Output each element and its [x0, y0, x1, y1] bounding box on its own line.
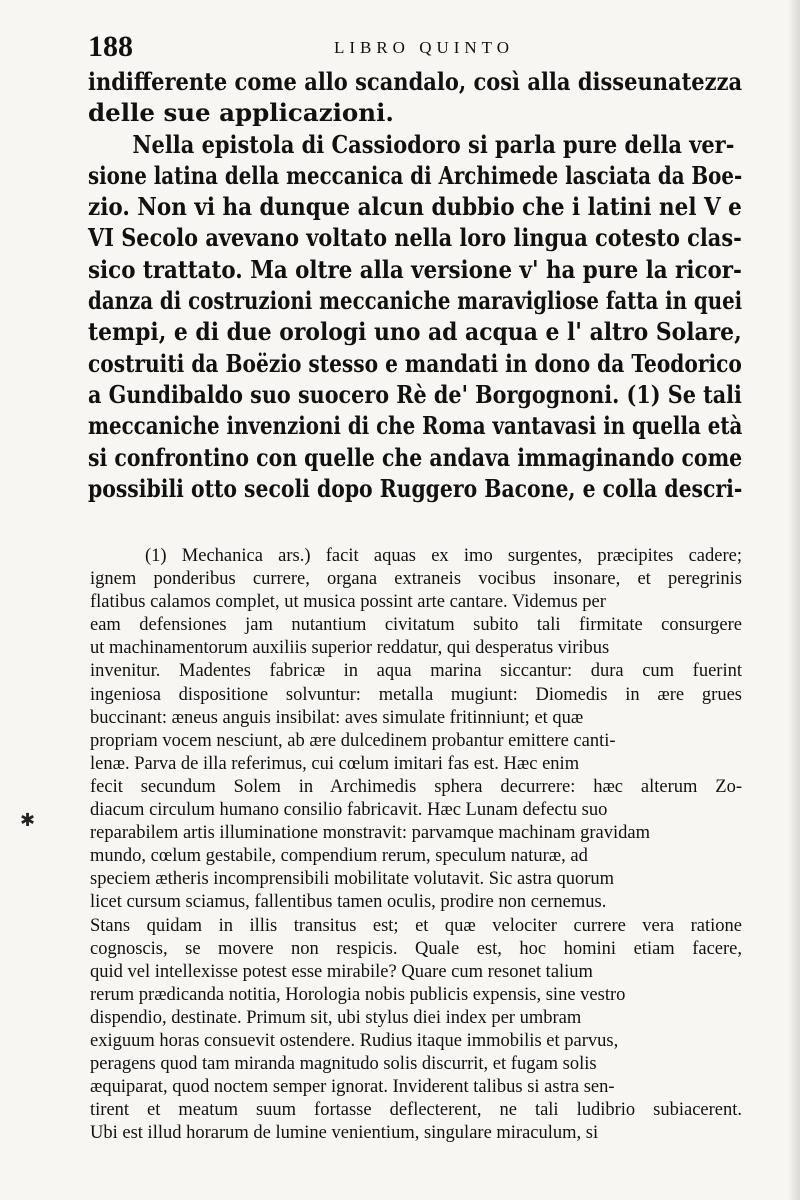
page-number: 188 [88, 30, 133, 63]
footnote-line: propriam vocem nesciunt, ab ære dulcedinem probantur emittere canti- [90, 730, 616, 751]
footnote [90, 545, 742, 1145]
footnote-line: ignem ponderibus currere, organa extraneis vocibus insonare, et peregrinis [90, 569, 742, 590]
main-text-line: danza di costruzioni meccaniche maravigliose fatta in quei [88, 286, 743, 316]
footnote-line: quid vel intellexisse potest esse mirabile? Quare cum resonet talium [90, 961, 593, 982]
main-text-line: VI Secolo avevano voltato nella loro lingua cotesto clas- [88, 223, 742, 253]
footnote-line: ingeniosa dispositione solvuntur: metalla mugiunt: Diomedis in ære grues [90, 684, 742, 705]
running-title: LIBRO QUINTO [333, 38, 515, 57]
footnote-line: reparabilem artis illuminatione monstravit: parvamque machinam gravidam [90, 823, 650, 844]
main-text-line: sione latina della meccanica di Archimede lasciata da Boe- [88, 160, 743, 190]
footnote-line: rerum prædicanda notitia, Horologia nobis publicis expensis, sine vestro [90, 984, 626, 1005]
margin-ink-mark: ✱ [20, 810, 36, 831]
footnote-line: mundo, cœlum gestabile, compendium rerum, speculum naturæ, ad [90, 846, 588, 867]
main-text-line: costruiti da Boëzio stesso e mandati in dono da Teodorico [88, 348, 742, 378]
main-text-line: indifferente come allo scandalo, così alla disseunatezza [88, 67, 743, 96]
footnote-line: exiguum horas consuevit ostendere. Rudius itaque immobilis et parvus, [90, 1030, 619, 1051]
main-text-line: Nella epistola di Cassiodoro si parla pure della ver- [132, 129, 735, 159]
main-text [88, 66, 742, 504]
footnote-line: diacum circulum humano consilio fabricavit. Hæc Lunam defectu suo [90, 800, 608, 821]
footnote-line: tirent et meatum suum fortasse deflecterent, ne tali ludibrio subiacerent. [90, 1100, 742, 1121]
main-text-line: possibili otto secoli dopo Ruggero Bacone, e colla descri- [88, 473, 743, 503]
footnote-line: æquiparat, quod noctem semper ignorat. Inviderent talibus si astra sen- [90, 1077, 615, 1098]
page-edge-shadow [788, 0, 800, 1200]
page-header [88, 30, 760, 70]
footnote-line: peragens quod tam miranda magnitudo solis discurrit, et fugam solis [90, 1054, 597, 1075]
footnote-line: eam defensiones jam nutantium civitatum subito tali firmitate consurgere [90, 615, 742, 636]
main-text-line: meccaniche invenzioni di che Roma vantavasi in quella età [88, 411, 743, 441]
footnote-line: dispendio, destinate. Primum sit, ubi stylus diei index per umbram [90, 1007, 582, 1028]
main-text-line: tempi, e di due orologi uno ad acqua e l' altro Solare, [88, 317, 742, 347]
main-text-line: si confrontino con quelle che andava immaginando come [88, 442, 743, 472]
footnote-line: speciem ætheris incomprensibili mobilitate volutavit. Sic astra quorum [90, 869, 615, 890]
footnote-line: lenæ. Parva de illa referimus, cui cœlum imitari fas est. Hæc enim [90, 753, 580, 774]
footnote-line: licet cursum sciamus, fallentibus tamen oculis, prodire non cernemus. [90, 892, 607, 913]
footnote-line: (1) Mechanica ars.) facit aquas ex imo surgentes, præcipites cadere; [145, 546, 742, 566]
footnote-line: flatibus calamos complet, ut musica possint arte cantare. Videmus per [90, 592, 606, 613]
footnote-line: Ubi est illud horarum de lumine venientium, singulare miraculum, si [90, 1123, 599, 1144]
main-text-line: delle sue applicazioni. [88, 98, 394, 128]
footnote-line: cognoscis, se movere non respicis. Quale est, hoc homini etiam facere, [90, 938, 742, 959]
footnote-line: fecit secundum Solem in Archimedis sphera decurrere: hæc alterum Zo- [90, 776, 742, 797]
main-text-line: a Gundibaldo suo suocero Rè de' Borgognoni. (1) Se tali [88, 379, 742, 409]
footnote-line: ut machinamentorum auxiliis superior reddatur, qui desperatus viribus [90, 638, 610, 659]
main-text-line: zio. Non vi ha dunque alcun dubbio che i latini nel V e [88, 192, 742, 222]
footnote-line: invenitur. Madentes fabricæ in aqua marina siccantur: dura cum fuerint [90, 661, 742, 682]
footnote-line: buccinant: æneus anguis insibilat: aves simulate fritinniunt; et quæ [90, 707, 584, 728]
main-text-line: sico trattato. Ma oltre alla versione v' ha pure la ricor- [88, 254, 742, 284]
footnote-line: Stans quidam in illis transitus est; et quæ velociter currere vera ratione [90, 915, 742, 936]
